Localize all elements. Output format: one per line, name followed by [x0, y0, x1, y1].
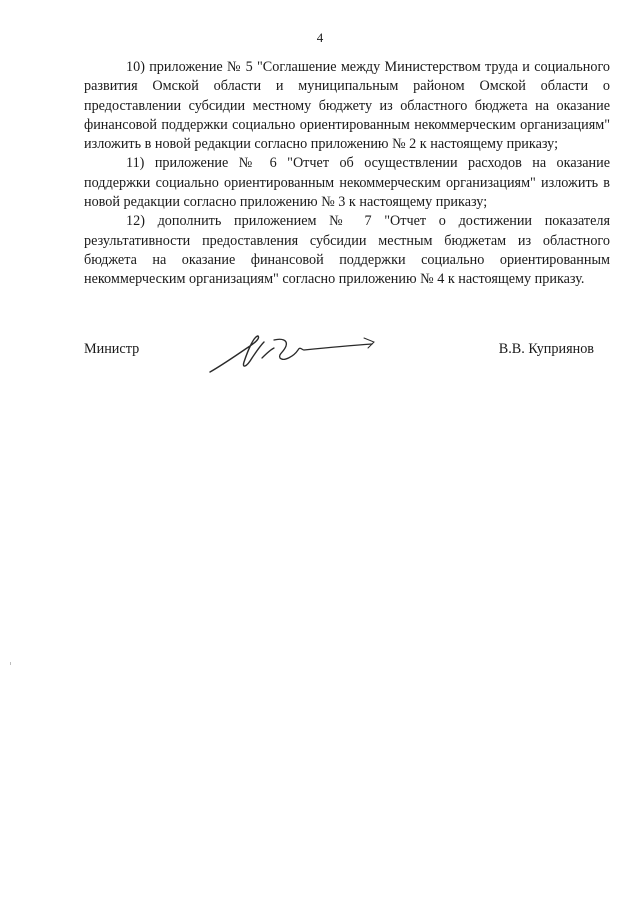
list-item: 12) дополнить приложением № 7 "Отчет о достижении показателя результативности предоставления субсидии местным бюджетам из областного бюджета на оказание финансовой поддержки социально ориентированным некоммерческим организациям" согласно приложению № 4 к настоящему приказу. [84, 213, 610, 288]
signer-title: Министр [84, 341, 140, 357]
document-body [84, 58, 610, 290]
signer-name: В.В. Куприянов [498, 341, 594, 357]
list-item: 11) приложение № 6 "Отчет об осуществлении расходов на оказание поддержки социально ориентированным некоммерческим организациям" изложить в новой редакции согласно приложению № 3 к настоящему приказу; [84, 155, 610, 211]
page-number: 4 [316, 30, 324, 45]
signature-block [84, 328, 610, 378]
handwritten-signature [204, 328, 384, 378]
scan-artifact [10, 662, 11, 665]
list-item: 10) приложение № 5 "Соглашение между Министерством труда и социального развития Омской области и муниципальным районом Омской области о предоставлении субсидии местному бюджету из областного бюджета на оказание финансовой поддержки социально ориентированным некоммерческим организациям" изложить в новой редакции согласно приложению № 2 к настоящему приказу; [84, 59, 610, 153]
